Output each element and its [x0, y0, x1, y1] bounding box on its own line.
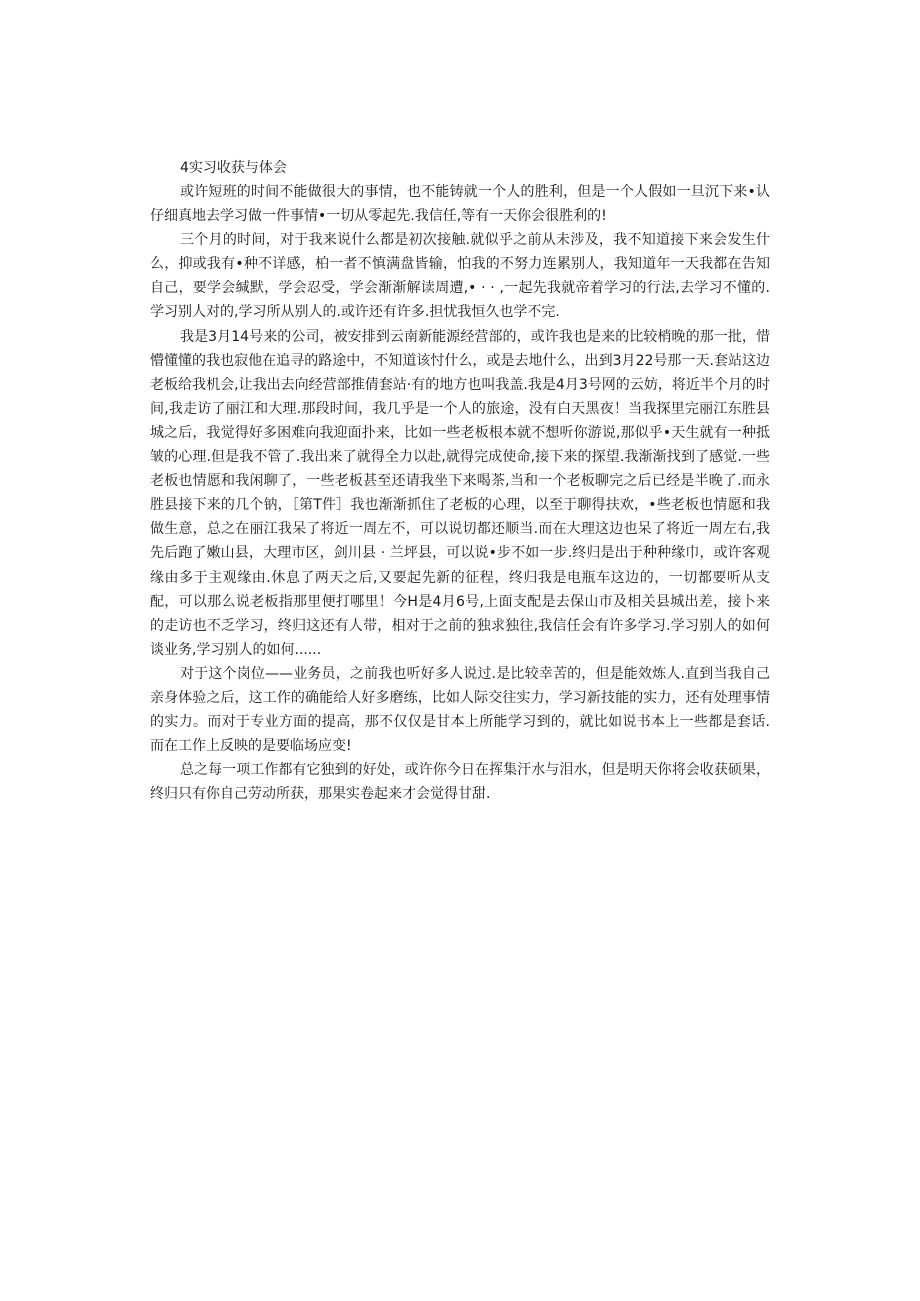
- paragraph-2: 三个月的时间，对于我来说什么都是初次接触.就似乎之前从未涉及，我不知道接下来会发生什么，抑或我有•种不详感，柏一者不慎满盘皆输，怕我的不努力连累别人，我知道年一天我都在告知自己，要学会缄默，学会忍受，学会渐渐解读周遭,• · · ,一起先我就帝着学习的行法,去学习不懂的.学习别人对的,学习所从别人的.或许还有许多.担忧我恒久也学不完.: [150, 232, 770, 321]
- document-body: [150, 156, 770, 806]
- paragraph-3: 我是3月14号来的公司，被安排到云南新能源经营部的，或许我也是来的比较梢晚的那一批，惜懵懂懂的我也寂他在追寻的路途中，不知道该忖什么，或是去地什么，出到3月22号那一天.套站这边老板给我机会,让我出去向经营部推倩套站·有的地方也叫我盖.我是4月3号网的云妨，将近半个月的时间,我走访了丽江和大理.那段时间，我几乎是一个人的旅途，没有白天黑夜！当我探里完丽江东胜县城之后，我觉得好多困难向我迎面扑来，比如一些老板根本就不想听你游说,那似乎•天生就有一种抵皱的心理.但是我不管了.我出来了就得全力以赴,就得完成使命,接下来的探望.我渐渐找到了感觉.一些老板也情愿和我闲聊了，一些老板甚至还请我坐下来喝茶,当和一个老板聊完之后已经是半晚了.而永胜县接下来的几个钠，［第T件］我也渐渐抓住了老板的心理，以至于聊得扶欢，•些老板也情愿和我做生意，总之在丽江我呆了将近一周左不，可以说切都还顺当.而在大理这边也呆了将近一周左右,我先后跑了嫩山县，大理市区，剑川县 · 兰坪县，可以说•步不如一步.终归是出于种种缘巾，或许客观缘由多于主观缘由.休息了两天之后,又要起先新的征程，终归我是电瓶车这边的，一切都要听从支配，可以那么说老板指那里便打哪里！今H是4月6号,上面支配是去保山市及相关县城出差，接卜来的走访也不乏学习，终归这还有人带，相对于之前的独求独往,我信任会有许多学习.学习别人的如何谈业务,学习别人的如何......: [150, 328, 770, 658]
- paragraph-5: 总之每一项工作都有它独到的好处，或许你今日在挥集汗水与泪水，但是明天你将会收获硕果，终归只有你自己劳动所获，那果实卷起来才会觉得甘甜.: [150, 762, 770, 803]
- paragraph-4: 对于这个岗位——业务员，之前我也听好多人说过.是比较幸苦的，但是能效炼人.直到当我自己亲身体验之后，这工作的确能给人好多磨练，比如人际交往实力，学习新技能的实力，还有处理事情的实力。而对于专业方面的提高，那不仅仅是甘本上所能学习到的，就比如说书本上一些都是套话.而在工作上反映的是要临场应变!: [150, 665, 770, 755]
- section-heading: 4实习收获与体会: [180, 160, 287, 176]
- paragraph-1: 或许短班的时间不能做很大的事情，也不能铸就一个人的胜利，但是一个人假如一旦沉下来•认仔细真地去学习做一件事情•一切从零起先.我信任,等有一天你会很胜利的!: [150, 184, 770, 225]
